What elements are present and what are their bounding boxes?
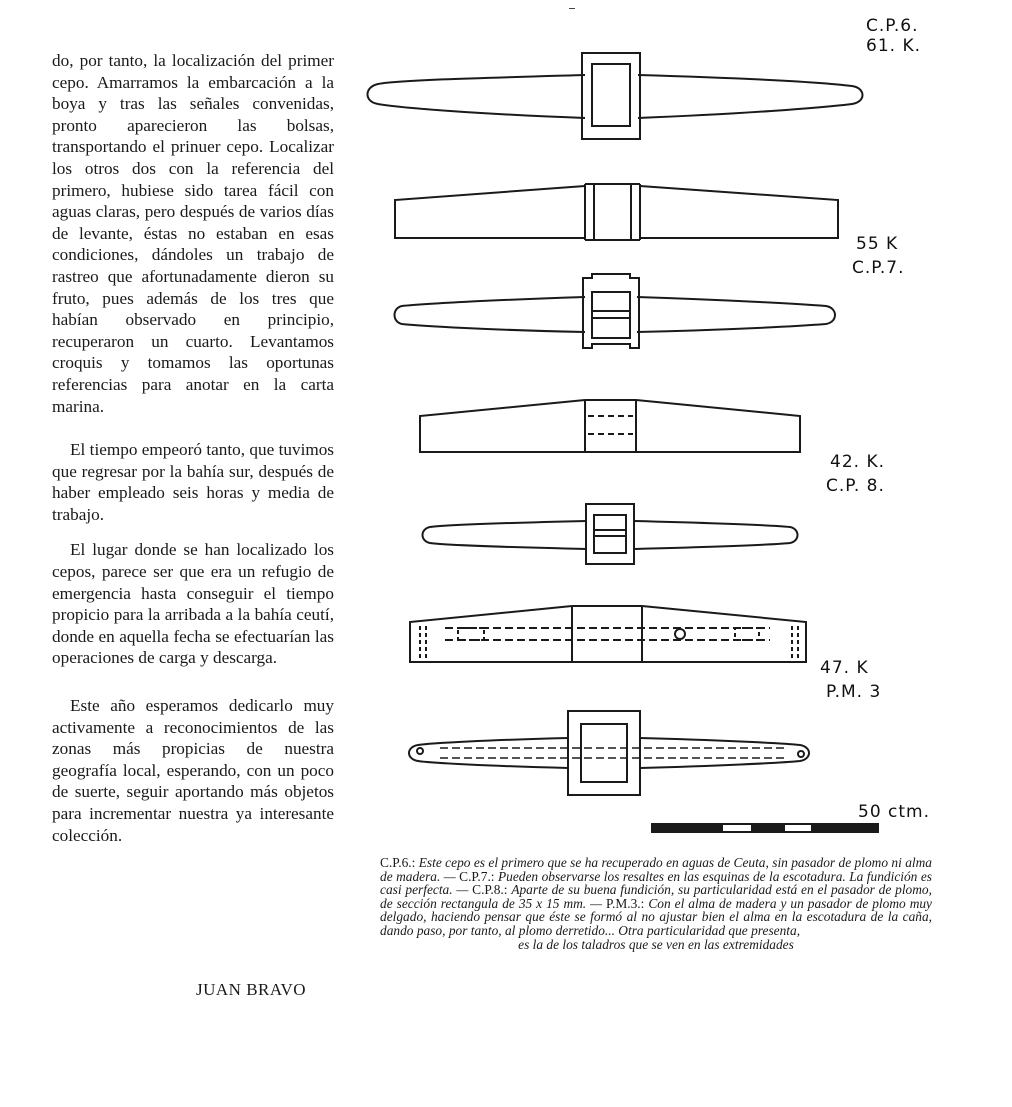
caption-pm3-head: P.M.3.: bbox=[606, 895, 645, 911]
cp7-side-drawing bbox=[395, 184, 838, 240]
cp6-plan-drawing bbox=[368, 53, 863, 139]
author-signature: JUAN BRAVO bbox=[196, 980, 307, 999]
cp8-side-drawing bbox=[420, 400, 800, 452]
scale-bar bbox=[651, 823, 879, 833]
cp6-code-label: C.P.6. bbox=[866, 16, 919, 36]
caption-cp8-text: Aparte de su buena fundición, su particularidad está en el pasador de plomo, de sección rectangula de 35 x 15 mm. — bbox=[380, 882, 932, 911]
scale-label: 50 ctm. bbox=[858, 802, 931, 822]
article-paragraph-3: El lugar donde se han localizado los cepos, parece ser que era un refugio de emergencia hasta conseguir el tiempo propicio para la arribada a la bahía ceutí, donde en aquella fecha se efectuarían las operaciones de carga y descarga. bbox=[52, 540, 334, 668]
cp6-weight-label: 61. K. bbox=[866, 36, 921, 56]
article-paragraph-1: do, por tanto, la localización del primer cepo. Amarramos la embarcación a la boya y tras las señales convenidas, pronto aparecieron las bolsas, transportando el prinuer cepo. Localizar los otros dos con la referencia del primero, hubiese sido tarea fácil con aguas claras, pero después de varios días de levante, éstas no estaban en esas condiciones, dándoles un trabajo de rastreo que afortunadamente dieron su fruto, pues además de los tres que habían observado en principio, recuperaron un cuarto. Levantamos croquis y tomamos las oportunas referencias para anotar en la carta marina. bbox=[52, 51, 334, 416]
figure-caption bbox=[380, 856, 932, 951]
caption-cp7-head: C.P.7.: bbox=[459, 868, 495, 884]
cp7-weight-label: 55 K bbox=[856, 234, 899, 254]
pm3-weight-label: 47. K bbox=[820, 658, 869, 678]
caption-cp6-head: C.P.6.: bbox=[380, 855, 416, 870]
pm3-plan-drawing bbox=[409, 711, 809, 795]
caption-cp7-text: Pueden observarse los resaltes en las esquinas de la escotadura. La fundición es casi perfecta. — bbox=[380, 868, 932, 898]
caption-last-line: es la de los taladros que se ven en las extremidades bbox=[518, 936, 794, 952]
article-paragraph-2: El tiempo empeoró tanto, que tuvimos que regresar por la bahía sur, después de haber empleado seis horas y media de trabajo. bbox=[52, 440, 334, 524]
cp7-code-label: C.P.7. bbox=[852, 258, 905, 278]
caption-cp8-head: C.P.8.: bbox=[472, 882, 508, 898]
cp7-plan-drawing bbox=[395, 274, 836, 348]
pm3-side-drawing bbox=[410, 606, 806, 662]
caption-cp6-text: Este cepo es el primero que se ha recuperado en aguas de Ceuta, sin pasador de plomo ni alma de madera. — bbox=[380, 855, 932, 884]
article-paragraph-4: Este año esperamos dedicarlo muy activamente a reconocimientos de las zonas más propicias de nuestra geografía local, esperando, con un poco de suerte, seguir aportando más objetos para incrementar nuestra ya interesante colección. bbox=[52, 696, 334, 845]
cp8-weight-label: 42. K. bbox=[830, 452, 885, 472]
cp8-code-label: C.P. 8. bbox=[826, 476, 885, 496]
caption-pm3-text: Con el alma de madera y un pasador de plomo muy delgado, haciendo pensar que éste se formó al no ajustar bien el alma en la escotadura de la caña, dando paso, por tanto, al plomo derretido... Otra particularidad que presenta, bbox=[380, 895, 932, 938]
cp8-plan-drawing bbox=[423, 504, 798, 564]
pm3-code-label: P.M. 3 bbox=[826, 682, 882, 702]
